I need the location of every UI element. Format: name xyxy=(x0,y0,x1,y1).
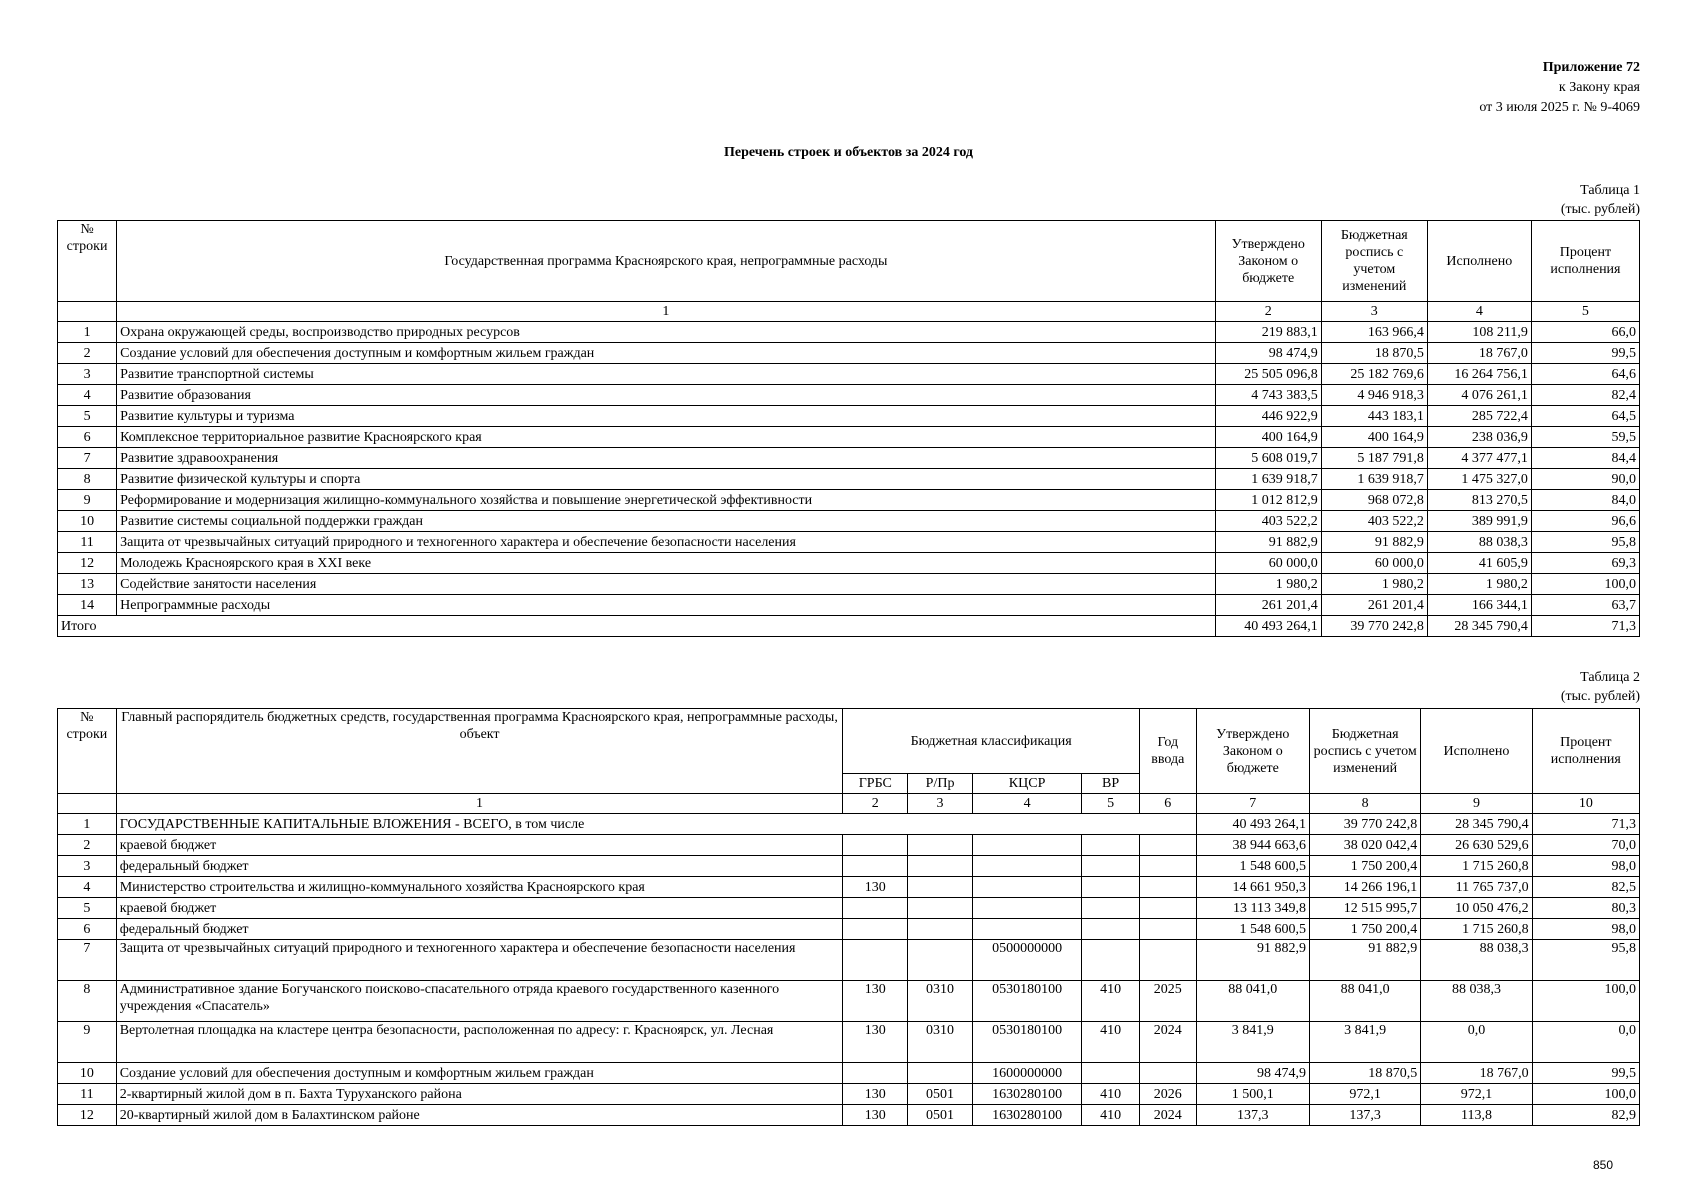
object-name: ГОСУДАРСТВЕННЫЕ КАПИТАЛЬНЫЕ ВЛОЖЕНИЯ - ВСЕГО, в том числе xyxy=(116,814,1196,835)
row-number: 12 xyxy=(58,553,117,574)
row-number: 5 xyxy=(58,406,117,427)
list-value: 60 000,0 xyxy=(1321,553,1427,574)
list-value: 1 750 200,4 xyxy=(1309,856,1420,877)
list-value: 443 183,1 xyxy=(1321,406,1427,427)
table1-row xyxy=(58,322,1640,343)
list-value: 1 980,2 xyxy=(1321,574,1427,595)
row-number: 11 xyxy=(58,532,117,553)
table2-colnum: 7 xyxy=(1196,794,1309,814)
table1-row xyxy=(58,490,1640,511)
table1-header-name: Государственная программа Красноярского края, непрограммные расходы xyxy=(117,221,1216,302)
done-value: 4 076 261,1 xyxy=(1427,385,1531,406)
table1-row xyxy=(58,532,1640,553)
row-number: 8 xyxy=(58,981,117,1022)
table1-units: (тыс. рублей) xyxy=(1560,202,1640,217)
list-value: 403 522,2 xyxy=(1321,511,1427,532)
percent-value: 70,0 xyxy=(1532,835,1639,856)
object-name: Министерство строительства и жилищно-коммунального хозяйства Красноярского края xyxy=(116,877,843,898)
approved-value: 219 883,1 xyxy=(1215,322,1321,343)
table1-body xyxy=(58,322,1640,637)
table1-colnum: 5 xyxy=(1531,302,1639,322)
done-value: 389 991,9 xyxy=(1427,511,1531,532)
approved-value: 1 548 600,5 xyxy=(1196,856,1309,877)
row-number: 11 xyxy=(58,1084,117,1105)
object-name: краевой бюджет xyxy=(116,898,843,919)
table1-row xyxy=(58,553,1640,574)
object-name: краевой бюджет xyxy=(116,835,843,856)
done-value: 88 038,3 xyxy=(1427,532,1531,553)
done-value: 108 211,9 xyxy=(1427,322,1531,343)
approved-value: 446 922,9 xyxy=(1215,406,1321,427)
program-name: Развитие культуры и туризма xyxy=(117,406,1216,427)
done-value: 26 630 529,6 xyxy=(1421,835,1532,856)
table2-row xyxy=(58,814,1640,835)
table1-row xyxy=(58,406,1640,427)
approved-value: 1 980,2 xyxy=(1215,574,1321,595)
done-value: 1 980,2 xyxy=(1427,574,1531,595)
table1-colnum-empty xyxy=(58,302,117,322)
approved-value: 13 113 349,8 xyxy=(1196,898,1309,919)
list-value: 39 770 242,8 xyxy=(1309,814,1420,835)
rpr-code xyxy=(908,919,973,940)
table2-header-pct: Процент исполнения xyxy=(1532,709,1639,794)
table1-total-row xyxy=(58,616,1640,637)
table2-row xyxy=(58,1084,1640,1105)
list-value: 261 201,4 xyxy=(1321,595,1427,616)
rpr-code xyxy=(908,940,973,981)
table1-row xyxy=(58,448,1640,469)
approved-value: 1 639 918,7 xyxy=(1215,469,1321,490)
table2-caption xyxy=(1561,668,1640,706)
rpr-code xyxy=(908,856,973,877)
done-value: 11 765 737,0 xyxy=(1421,877,1532,898)
row-number: 5 xyxy=(58,898,117,919)
table2-colnum: 10 xyxy=(1532,794,1639,814)
grbs-code: 130 xyxy=(843,981,908,1022)
done-value: 16 264 756,1 xyxy=(1427,364,1531,385)
approved-value: 25 505 096,8 xyxy=(1215,364,1321,385)
table2-colnum: 6 xyxy=(1139,794,1196,814)
percent-value: 71,3 xyxy=(1532,814,1639,835)
grbs-code: 130 xyxy=(843,877,908,898)
percent-value: 98,0 xyxy=(1532,856,1639,877)
done-value: 1 715 260,8 xyxy=(1421,919,1532,940)
percent-value: 59,5 xyxy=(1531,427,1639,448)
table2-colnum: 2 xyxy=(843,794,908,814)
program-name: Комплексное территориальное развитие Красноярского края xyxy=(117,427,1216,448)
done-value: 285 722,4 xyxy=(1427,406,1531,427)
percent-value: 80,3 xyxy=(1532,898,1639,919)
percent-value: 63,7 xyxy=(1531,595,1639,616)
row-number: 9 xyxy=(58,490,117,511)
approved-value: 88 041,0 xyxy=(1196,981,1309,1022)
percent-value: 84,0 xyxy=(1531,490,1639,511)
vr-code xyxy=(1082,877,1140,898)
row-number: 14 xyxy=(58,595,117,616)
row-number: 4 xyxy=(58,877,117,898)
vr-code xyxy=(1082,1063,1140,1084)
list-value: 25 182 769,6 xyxy=(1321,364,1427,385)
list-value: 91 882,9 xyxy=(1321,532,1427,553)
list-value: 1 750 200,4 xyxy=(1309,919,1420,940)
percent-value: 64,6 xyxy=(1531,364,1639,385)
grbs-code xyxy=(843,940,908,981)
vr-code xyxy=(1082,898,1140,919)
approved-value: 1 500,1 xyxy=(1196,1084,1309,1105)
rpr-code: 0501 xyxy=(908,1084,973,1105)
list-value: 3 841,9 xyxy=(1309,1022,1420,1063)
list-value: 163 966,4 xyxy=(1321,322,1427,343)
table1-colnum: 3 xyxy=(1321,302,1427,322)
table1-header-approved: Утверждено Законом о бюджете xyxy=(1215,221,1321,302)
object-name: Административное здание Богучанского поисково-спасательного отряда краевого государственного казенного учреждения «Спасатель» xyxy=(116,981,843,1022)
row-number: 12 xyxy=(58,1105,117,1126)
row-number: 10 xyxy=(58,511,117,532)
list-value: 137,3 xyxy=(1309,1105,1420,1126)
table1-row xyxy=(58,343,1640,364)
percent-value: 82,4 xyxy=(1531,385,1639,406)
page-number: 850 xyxy=(1592,1158,1613,1172)
program-name: Развитие здравоохранения xyxy=(117,448,1216,469)
table2-header-rpr: Р/Пр xyxy=(908,774,973,794)
kcsr-code: 0530180100 xyxy=(972,981,1081,1022)
table2-row xyxy=(58,898,1640,919)
row-number: 4 xyxy=(58,385,117,406)
table2-label: Таблица 2 xyxy=(1580,670,1640,685)
percent-value: 82,9 xyxy=(1532,1105,1639,1126)
object-name: федеральный бюджет xyxy=(116,856,843,877)
table2-row xyxy=(58,877,1640,898)
table2-header-done: Исполнено xyxy=(1421,709,1532,794)
table2-row xyxy=(58,919,1640,940)
rpr-code: 0310 xyxy=(908,1022,973,1063)
year-value: 2024 xyxy=(1139,1105,1196,1126)
approved-value: 3 841,9 xyxy=(1196,1022,1309,1063)
table2 xyxy=(57,708,1640,1126)
table1-row xyxy=(58,511,1640,532)
program-name: Содействие занятости населения xyxy=(117,574,1216,595)
program-name: Развитие системы социальной поддержки граждан xyxy=(117,511,1216,532)
done-value: 113,8 xyxy=(1421,1105,1532,1126)
list-value: 91 882,9 xyxy=(1309,940,1420,981)
approved-value: 261 201,4 xyxy=(1215,595,1321,616)
table1-row xyxy=(58,469,1640,490)
done-value: 972,1 xyxy=(1421,1084,1532,1105)
grbs-code xyxy=(843,835,908,856)
vr-code: 410 xyxy=(1082,981,1140,1022)
grbs-code xyxy=(843,856,908,877)
done-value: 10 050 476,2 xyxy=(1421,898,1532,919)
rpr-code xyxy=(908,898,973,919)
row-number: 6 xyxy=(58,427,117,448)
row-number: 3 xyxy=(58,364,117,385)
program-name: Создание условий для обеспечения доступным и комфортным жильем граждан xyxy=(117,343,1216,364)
table2-colnum: 3 xyxy=(908,794,973,814)
table2-colnum: 5 xyxy=(1082,794,1140,814)
list-value: 972,1 xyxy=(1309,1084,1420,1105)
row-number: 10 xyxy=(58,1063,117,1084)
list-value: 5 187 791,8 xyxy=(1321,448,1427,469)
table1-colnum: 4 xyxy=(1427,302,1531,322)
list-value: 38 020 042,4 xyxy=(1309,835,1420,856)
rpr-code xyxy=(908,1063,973,1084)
table1 xyxy=(57,220,1640,637)
kcsr-code: 0500000000 xyxy=(972,940,1081,981)
approved-value: 60 000,0 xyxy=(1215,553,1321,574)
total-percent: 71,3 xyxy=(1531,616,1639,637)
year-value xyxy=(1139,1063,1196,1084)
program-name: Защита от чрезвычайных ситуаций природного и техногенного характера и обеспечение безопасности населения xyxy=(117,532,1216,553)
total-label: Итого xyxy=(58,616,1216,637)
approved-value: 4 743 383,5 xyxy=(1215,385,1321,406)
kcsr-code xyxy=(972,919,1081,940)
vr-code xyxy=(1082,919,1140,940)
grbs-code: 130 xyxy=(843,1022,908,1063)
law-reference: к Закону края xyxy=(1558,80,1640,95)
list-value: 12 515 995,7 xyxy=(1309,898,1420,919)
table1-header-pct: Процент исполнения xyxy=(1531,221,1639,302)
year-value xyxy=(1139,835,1196,856)
rpr-code: 0310 xyxy=(908,981,973,1022)
object-name: Вертолетная площадка на кластере центра безопасности, расположенная по адресу: г. Красноярск, ул. Лесная xyxy=(116,1022,843,1063)
percent-value: 82,5 xyxy=(1532,877,1639,898)
object-name: Создание условий для обеспечения доступным и комфортным жильем граждан xyxy=(116,1063,843,1084)
row-number: 2 xyxy=(58,835,117,856)
program-name: Развитие физической культуры и спорта xyxy=(117,469,1216,490)
object-name: 20-квартирный жилой дом в Балахтинском районе xyxy=(116,1105,843,1126)
table2-header-approved: Утверждено Законом о бюджете xyxy=(1196,709,1309,794)
percent-value: 96,6 xyxy=(1531,511,1639,532)
year-value: 2025 xyxy=(1139,981,1196,1022)
approved-value: 1 548 600,5 xyxy=(1196,919,1309,940)
total-approved: 40 493 264,1 xyxy=(1215,616,1321,637)
object-name: федеральный бюджет xyxy=(116,919,843,940)
done-value: 41 605,9 xyxy=(1427,553,1531,574)
kcsr-code: 0530180100 xyxy=(972,1022,1081,1063)
done-value: 166 344,1 xyxy=(1427,595,1531,616)
row-number: 6 xyxy=(58,919,117,940)
kcsr-code: 1630280100 xyxy=(972,1105,1081,1126)
table2-body xyxy=(58,814,1640,1126)
approved-value: 91 882,9 xyxy=(1196,940,1309,981)
table1-colnum: 2 xyxy=(1215,302,1321,322)
total-done: 28 345 790,4 xyxy=(1427,616,1531,637)
table2-header-year: Год ввода xyxy=(1139,709,1196,794)
year-value: 2026 xyxy=(1139,1084,1196,1105)
percent-value: 64,5 xyxy=(1531,406,1639,427)
vr-code: 410 xyxy=(1082,1084,1140,1105)
done-value: 0,0 xyxy=(1421,1022,1532,1063)
table2-units: (тыс. рублей) xyxy=(1560,689,1640,704)
program-name: Охрана окружающей среды, воспроизводство природных ресурсов xyxy=(117,322,1216,343)
row-number: 8 xyxy=(58,469,117,490)
approved-value: 98 474,9 xyxy=(1215,343,1321,364)
table2-header-classification: Бюджетная классификация xyxy=(843,709,1140,774)
percent-value: 84,4 xyxy=(1531,448,1639,469)
approved-value: 5 608 019,7 xyxy=(1215,448,1321,469)
row-number: 3 xyxy=(58,856,117,877)
object-name: Защита от чрезвычайных ситуаций природного и техногенного характера и обеспечение безопасности населения xyxy=(116,940,843,981)
percent-value: 90,0 xyxy=(1531,469,1639,490)
done-value: 88 038,3 xyxy=(1421,940,1532,981)
done-value: 1 475 327,0 xyxy=(1427,469,1531,490)
kcsr-code xyxy=(972,856,1081,877)
percent-value: 99,5 xyxy=(1532,1063,1639,1084)
grbs-code xyxy=(843,1063,908,1084)
approved-value: 14 661 950,3 xyxy=(1196,877,1309,898)
law-date: от 3 июля 2025 г. № 9-4069 xyxy=(1479,100,1640,115)
table2-row xyxy=(58,940,1640,981)
table1-row xyxy=(58,595,1640,616)
table2-row xyxy=(58,856,1640,877)
approved-value: 91 882,9 xyxy=(1215,532,1321,553)
row-number: 1 xyxy=(58,322,117,343)
rpr-code: 0501 xyxy=(908,1105,973,1126)
list-value: 18 870,5 xyxy=(1321,343,1427,364)
done-value: 28 345 790,4 xyxy=(1421,814,1532,835)
appendix-number: Приложение 72 xyxy=(1542,60,1640,75)
list-value: 4 946 918,3 xyxy=(1321,385,1427,406)
vr-code: 410 xyxy=(1082,1105,1140,1126)
approved-value: 40 493 264,1 xyxy=(1196,814,1309,835)
kcsr-code: 1630280100 xyxy=(972,1084,1081,1105)
percent-value: 66,0 xyxy=(1531,322,1639,343)
vr-code: 410 xyxy=(1082,1022,1140,1063)
table1-caption xyxy=(1561,181,1640,219)
table1-row xyxy=(58,364,1640,385)
document-header xyxy=(1479,58,1640,118)
list-value: 18 870,5 xyxy=(1309,1063,1420,1084)
table2-header-vr: ВР xyxy=(1082,774,1140,794)
table2-header-list: Бюджетная роспись с учетом изменений xyxy=(1309,709,1420,794)
table2-header-name: Главный распорядитель бюджетных средств, государственная программа Красноярского края, непрограммные расходы, объект xyxy=(116,709,843,794)
done-value: 238 036,9 xyxy=(1427,427,1531,448)
percent-value: 95,8 xyxy=(1531,532,1639,553)
percent-value: 100,0 xyxy=(1532,1084,1639,1105)
year-value xyxy=(1139,856,1196,877)
vr-code xyxy=(1082,835,1140,856)
year-value xyxy=(1139,877,1196,898)
total-list: 39 770 242,8 xyxy=(1321,616,1427,637)
done-value: 18 767,0 xyxy=(1421,1063,1532,1084)
kcsr-code xyxy=(972,898,1081,919)
percent-value: 100,0 xyxy=(1532,981,1639,1022)
program-name: Развитие образования xyxy=(117,385,1216,406)
kcsr-code xyxy=(972,835,1081,856)
row-number: 9 xyxy=(58,1022,117,1063)
approved-value: 98 474,9 xyxy=(1196,1063,1309,1084)
approved-value: 400 164,9 xyxy=(1215,427,1321,448)
table1-header-done: Исполнено xyxy=(1427,221,1531,302)
row-number: 7 xyxy=(58,448,117,469)
object-name: 2-квартирный жилой дом в п. Бахта Туруханского района xyxy=(116,1084,843,1105)
approved-value: 1 012 812,9 xyxy=(1215,490,1321,511)
done-value: 813 270,5 xyxy=(1427,490,1531,511)
grbs-code xyxy=(843,919,908,940)
year-value: 2024 xyxy=(1139,1022,1196,1063)
table2-header-num: № строки xyxy=(58,709,117,794)
row-number: 7 xyxy=(58,940,117,981)
rpr-code xyxy=(908,835,973,856)
table2-row xyxy=(58,1105,1640,1126)
table1-label: Таблица 1 xyxy=(1580,183,1640,198)
table2-colnum: 1 xyxy=(116,794,843,814)
table2-colnum: 8 xyxy=(1309,794,1420,814)
done-value: 4 377 477,1 xyxy=(1427,448,1531,469)
program-name: Непрограммные расходы xyxy=(117,595,1216,616)
page-title: Перечень строек и объектов за 2024 год xyxy=(723,145,974,160)
table1-header-num: № строки xyxy=(58,221,117,302)
table2-header-grbs: ГРБС xyxy=(843,774,908,794)
table1-row xyxy=(58,427,1640,448)
list-value: 14 266 196,1 xyxy=(1309,877,1420,898)
program-name: Молодежь Красноярского края в XXI веке xyxy=(117,553,1216,574)
program-name: Реформирование и модернизация жилищно-коммунального хозяйства и повышение энергетической эффективности xyxy=(117,490,1216,511)
done-value: 18 767,0 xyxy=(1427,343,1531,364)
percent-value: 99,5 xyxy=(1531,343,1639,364)
kcsr-code: 1600000000 xyxy=(972,1063,1081,1084)
table1-header-list: Бюджетная роспись с учетом изменений xyxy=(1321,221,1427,302)
table1-row xyxy=(58,574,1640,595)
row-number: 2 xyxy=(58,343,117,364)
approved-value: 137,3 xyxy=(1196,1105,1309,1126)
vr-code xyxy=(1082,940,1140,981)
row-number: 13 xyxy=(58,574,117,595)
grbs-code: 130 xyxy=(843,1084,908,1105)
table2-colnum-empty xyxy=(58,794,117,814)
table2-row xyxy=(58,1063,1640,1084)
table1-row xyxy=(58,385,1640,406)
table2-colnum: 9 xyxy=(1421,794,1532,814)
list-value: 400 164,9 xyxy=(1321,427,1427,448)
table2-row xyxy=(58,835,1640,856)
table2-row xyxy=(58,981,1640,1022)
percent-value: 98,0 xyxy=(1532,919,1639,940)
grbs-code: 130 xyxy=(843,1105,908,1126)
table2-colnum: 4 xyxy=(972,794,1081,814)
year-value xyxy=(1139,898,1196,919)
list-value: 1 639 918,7 xyxy=(1321,469,1427,490)
table2-row xyxy=(58,1022,1640,1063)
vr-code xyxy=(1082,856,1140,877)
list-value: 968 072,8 xyxy=(1321,490,1427,511)
percent-value: 0,0 xyxy=(1532,1022,1639,1063)
table2-header-kcsr: КЦСР xyxy=(972,774,1081,794)
grbs-code xyxy=(843,898,908,919)
program-name: Развитие транспортной системы xyxy=(117,364,1216,385)
list-value: 88 041,0 xyxy=(1309,981,1420,1022)
percent-value: 95,8 xyxy=(1532,940,1639,981)
percent-value: 69,3 xyxy=(1531,553,1639,574)
year-value xyxy=(1139,919,1196,940)
year-value xyxy=(1139,940,1196,981)
kcsr-code xyxy=(972,877,1081,898)
done-value: 1 715 260,8 xyxy=(1421,856,1532,877)
row-number: 1 xyxy=(58,814,117,835)
percent-value: 100,0 xyxy=(1531,574,1639,595)
table1-colnum: 1 xyxy=(117,302,1216,322)
approved-value: 38 944 663,6 xyxy=(1196,835,1309,856)
rpr-code xyxy=(908,877,973,898)
done-value: 88 038,3 xyxy=(1421,981,1532,1022)
approved-value: 403 522,2 xyxy=(1215,511,1321,532)
